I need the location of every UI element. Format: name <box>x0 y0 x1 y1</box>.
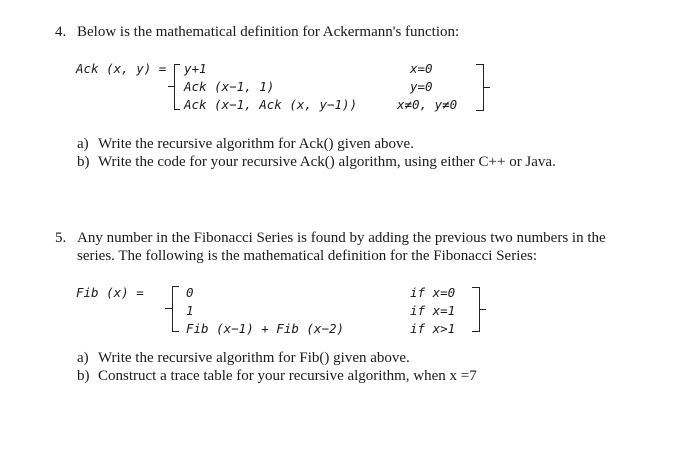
fib-case-3-cond: if x>1 <box>410 321 456 336</box>
question-5-intro-line-2: series. The following is the mathematical definition for the Fibonacci Series: <box>77 248 538 264</box>
question-5-part-a-text: Write the recursive algorithm for Fib() given above. <box>98 350 410 366</box>
question-5-part-b-label: b) <box>77 368 90 384</box>
question-4-part-a-text: Write the recursive algorithm for Ack() given above. <box>98 136 414 152</box>
ack-case-1-expr: y+1 <box>184 61 207 76</box>
fib-case-2-expr: 1 <box>186 303 194 318</box>
question-5-part-a-label: a) <box>77 350 89 366</box>
fib-case-3-expr: Fib (x−1) + Fib (x−2) <box>186 321 345 336</box>
ack-case-2-expr: Ack (x−1, 1) <box>184 79 275 94</box>
question-5-intro-line-1: Any number in the Fibonacci Series is found by adding the previous two numbers in the <box>77 230 606 246</box>
question-4-part-b-label: b) <box>77 154 90 170</box>
ack-case-1-cond: x=0 <box>410 61 433 76</box>
question-4-part-b-text: Write the code for your recursive Ack() algorithm, using either C++ or Java. <box>98 154 556 170</box>
fib-case-1-expr: 0 <box>186 285 194 300</box>
ack-function-label: Ack (x, y) = <box>76 61 167 76</box>
question-4-intro: Below is the mathematical definition for Ackermann's function: <box>77 24 460 40</box>
question-4-number: 4. <box>55 24 67 40</box>
fib-case-1-cond: if x=0 <box>410 285 456 300</box>
fib-function-label: Fib (x) = <box>76 285 144 300</box>
question-5-number: 5. <box>55 230 67 246</box>
question-5-part-b-text: Construct a trace table for your recursive algorithm, when x =7 <box>98 368 477 384</box>
question-4-part-a-label: a) <box>77 136 89 152</box>
ack-case-3-expr: Ack (x−1, Ack (x, y−1)) <box>184 97 358 112</box>
fib-case-2-cond: if x=1 <box>410 303 456 318</box>
ack-case-2-cond: y=0 <box>410 79 433 94</box>
ack-case-3-cond: x≠0, y≠0 <box>397 97 458 112</box>
